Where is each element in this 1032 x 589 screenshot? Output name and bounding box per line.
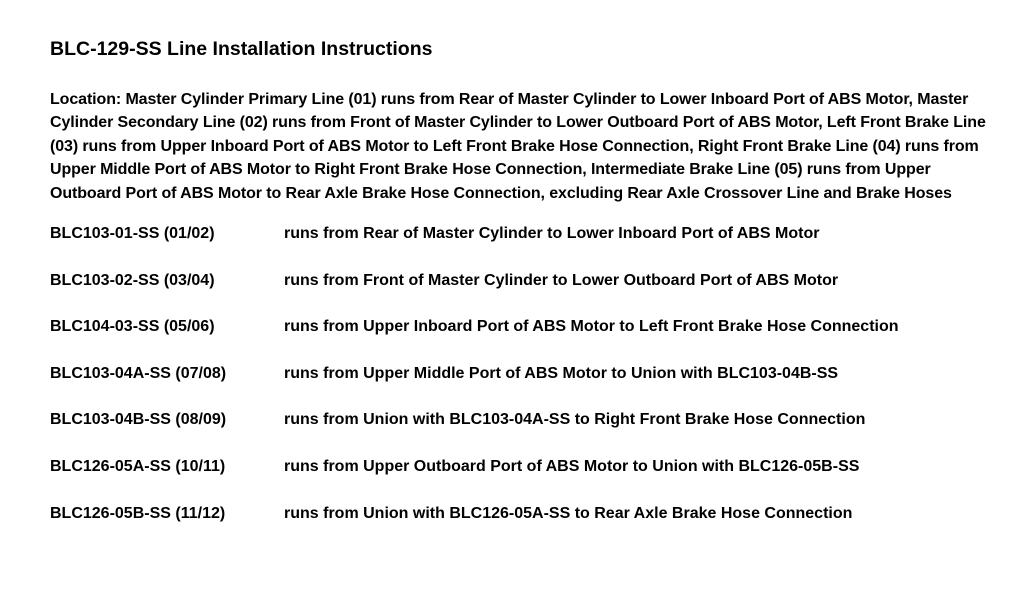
part-number: BLC103-04B-SS (08/09) [50,411,227,429]
part-number: BLC104-03-SS (05/06) [50,318,215,336]
location-paragraph: Location: Master Cylinder Primary Line (01) runs from Rear of Master Cylinder to Lower Inboard Port of ABS Motor, Master Cylinder Secondary Line (02) runs from Front of Master Cylinder to Lower Outboard Port of ABS Motor, Left Front Brake Line (03) runs from Upper Inboard Port of ABS Motor to Left Front Brake Hose Connection, Right Front Brake Line (04) runs from Upper Middle Port of ABS Motor to Right Front Brake Hose Connection, Intermediate Brake Line (05) runs from Upper Outboard Port of ABS Motor to Rear Axle Brake Hose Connection, excluding Rear Axle Crossover Line and Brake Hoses [50,91,986,202]
part-number: BLC126-05A-SS (10/11) [50,458,226,475]
list-item [50,502,995,549]
part-description: runs from Front of Master Cylinder to Lower Outboard Port of ABS Motor [284,271,839,289]
list-item [50,222,995,269]
part-number: BLC103-01-SS (01/02) [50,225,215,243]
instructions-document [50,36,995,548]
part-description: runs from Upper Inboard Port of ABS Motor to Left Front Brake Hose Connection [284,318,899,336]
part-description: runs from Union with BLC103-04A-SS to Right Front Brake Hose Connection [284,411,866,429]
part-description: runs from Upper Outboard Port of ABS Motor to Union with BLC126-05B-SS [284,458,860,475]
page-title: BLC-129-SS Line Installation Instructions [50,38,433,60]
part-number: BLC103-04A-SS (07/08) [50,364,227,382]
list-item [50,408,995,455]
list-item [50,269,995,316]
list-item [50,455,995,502]
part-description: runs from Union with BLC126-05A-SS to Rear Axle Brake Hose Connection [284,504,853,522]
part-description: runs from Upper Middle Port of ABS Motor to Union with BLC103-04B-SS [284,364,839,382]
list-item [50,315,995,362]
part-number: BLC103-02-SS (03/04) [50,271,215,289]
part-description: runs from Rear of Master Cylinder to Lower Inboard Port of ABS Motor [284,225,820,243]
part-number: BLC126-05B-SS (11/12) [50,504,226,522]
list-item [50,362,995,409]
parts-list [50,222,995,548]
